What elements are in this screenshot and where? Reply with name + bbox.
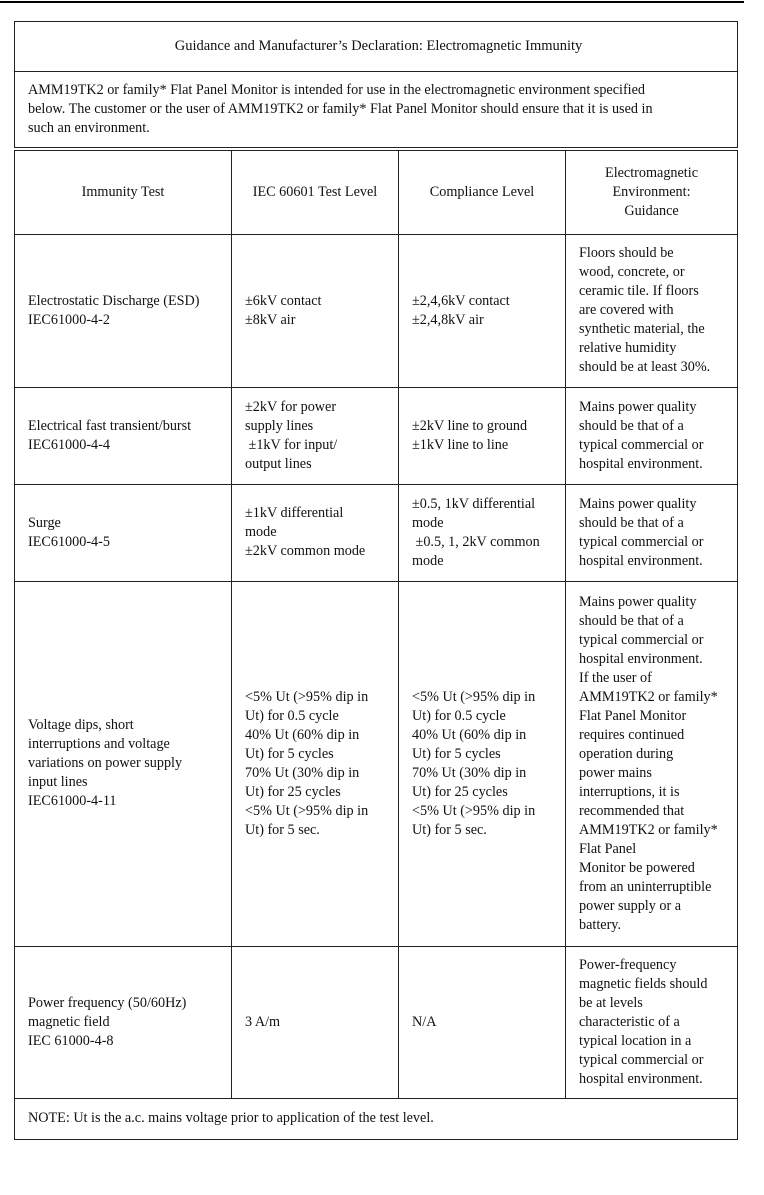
cell-line: Flat Panel Monitor <box>579 707 687 724</box>
intro-line: below. The customer or the user of AMM19TK2 or family* Flat Panel Monitor should ensure that it is used in <box>28 101 653 117</box>
cell-line: supply lines <box>245 417 314 434</box>
cell-line: IEC61000-4-11 <box>28 793 117 809</box>
cell-line: output lines <box>245 455 312 472</box>
cell-line: N/A <box>412 1013 437 1030</box>
table-row <box>15 484 738 581</box>
cell-line: AMM19TK2 or family* <box>579 688 718 705</box>
cell-line: be at levels <box>579 994 643 1011</box>
guidance-cell <box>566 946 738 1098</box>
cell-line: synthetic material, the <box>579 321 705 337</box>
cell-line: should be that of a <box>579 514 684 531</box>
iec-level-cell <box>232 484 399 581</box>
iec-level-cell <box>232 946 399 1098</box>
table-note: NOTE: Ut is the a.c. mains voltage prior to application of the test level. <box>15 1098 738 1139</box>
cell-line: are covered with <box>579 302 674 318</box>
cell-line: characteristic of a <box>579 1013 680 1030</box>
cell-line: ±0.5, 1, 2kV common <box>412 533 540 550</box>
intro-line: AMM19TK2 or family* Flat Panel Monitor is intended for use in the electromagnetic environment specified <box>28 82 646 98</box>
cell-line: IEC61000-4-5 <box>28 533 110 550</box>
iec-level-cell <box>232 234 399 387</box>
cell-line: hospital environment. <box>579 650 703 667</box>
cell-line: ±0.5, 1kV differential <box>412 495 536 512</box>
cell-line: ±1kV differential <box>245 505 344 521</box>
cell-line: should be at least 30%. <box>579 359 711 375</box>
guidance-cell <box>566 581 738 946</box>
cell-line: hospital environment. <box>579 1070 703 1087</box>
cell-line: typical commercial or <box>579 631 704 648</box>
cell-line: Mains power quality <box>579 593 697 610</box>
cell-line: <5% Ut (>95% dip in <box>412 688 536 705</box>
cell-line: Electrostatic Discharge (ESD) <box>28 292 200 309</box>
iec-level-cell <box>232 387 399 484</box>
cell-line: <5% Ut (>95% dip in <box>245 688 369 705</box>
cell-line: Ut) for 5 cycles <box>245 745 334 762</box>
cell-line: mode <box>412 552 444 569</box>
cell-line: wood, concrete, or <box>579 264 685 280</box>
cell-line: ±6kV contact <box>245 292 322 309</box>
cell-line: Ut) for 5 sec. <box>412 821 487 838</box>
cell-line: Flat Panel <box>579 840 637 857</box>
cell-line: Ut) for 0.5 cycle <box>412 707 506 724</box>
note-row <box>15 1098 738 1139</box>
cell-line: 70% Ut (30% dip in <box>245 764 360 781</box>
cell-line: power supply or a <box>579 897 682 914</box>
cell-line: requires continued <box>579 726 685 743</box>
cell-line: 40% Ut (60% dip in <box>412 726 527 743</box>
iec-level-cell <box>232 581 399 946</box>
intro-text <box>15 72 738 150</box>
cell-line: typical location in a <box>579 1032 692 1049</box>
cell-line: battery. <box>579 916 622 933</box>
cell-line: IEC 61000-4-8 <box>28 1032 114 1049</box>
header-iec-level: IEC 60601 Test Level <box>232 149 399 234</box>
cell-line: Floors should be <box>579 245 674 261</box>
cell-line: interruptions, it is <box>579 783 680 800</box>
cell-line: Ut) for 0.5 cycle <box>245 707 339 724</box>
cell-line: ±2kV line to ground <box>412 417 528 434</box>
table-row <box>15 234 738 387</box>
immunity-declaration-table <box>14 21 738 1140</box>
header-line: Guidance <box>624 202 679 219</box>
cell-line: operation during <box>579 745 674 762</box>
table-row <box>15 581 738 946</box>
guidance-cell <box>566 484 738 581</box>
header-line: Electromagnetic <box>605 164 698 181</box>
cell-line: If the user of <box>579 669 652 686</box>
immunity-test-cell <box>15 581 232 946</box>
table-row <box>15 387 738 484</box>
guidance-cell <box>566 234 738 387</box>
cell-line: Mains power quality <box>579 398 697 415</box>
cell-line: ±2,4,6kV contact <box>412 292 510 309</box>
cell-line: hospital environment. <box>579 455 703 472</box>
guidance-cell <box>566 387 738 484</box>
cell-line: ±2kV for power <box>245 398 337 415</box>
top-rule <box>0 1 744 3</box>
cell-line: Surge <box>28 514 61 531</box>
cell-line: IEC61000-4-2 <box>28 311 110 328</box>
cell-line: Monitor be powered <box>579 859 695 876</box>
immunity-test-cell <box>15 484 232 581</box>
table-title: Guidance and Manufacturer’s Declaration: Electromagnetic Immunity <box>15 22 738 72</box>
cell-line: 70% Ut (30% dip in <box>412 764 527 781</box>
compliance-level-cell <box>399 387 566 484</box>
cell-line: Ut) for 25 cycles <box>245 783 341 800</box>
immunity-test-cell <box>15 387 232 484</box>
compliance-level-cell <box>399 581 566 946</box>
cell-line: typical commercial or <box>579 436 704 453</box>
compliance-level-cell <box>399 234 566 387</box>
cell-line: IEC61000-4-4 <box>28 436 110 453</box>
cell-line: Voltage dips, short <box>28 717 134 733</box>
compliance-level-cell <box>399 946 566 1098</box>
header-immunity-test: Immunity Test <box>15 149 232 234</box>
cell-line: Power-frequency <box>579 956 677 973</box>
cell-line: Ut) for 25 cycles <box>412 783 508 800</box>
cell-line: relative humidity <box>579 340 677 356</box>
cell-line: hospital environment. <box>579 552 703 569</box>
compliance-level-cell <box>399 484 566 581</box>
cell-line: Mains power quality <box>579 495 697 512</box>
cell-line: variations on power supply <box>28 755 183 771</box>
cell-line: should be that of a <box>579 612 684 629</box>
cell-line: AMM19TK2 or family* <box>579 821 718 838</box>
header-compliance-level: Compliance Level <box>399 149 566 234</box>
cell-line: recommended that <box>579 802 685 819</box>
intro-line: such an environment. <box>28 120 150 136</box>
cell-line: <5% Ut (>95% dip in <box>245 802 369 819</box>
cell-line: interruptions and voltage <box>28 736 170 752</box>
cell-line: <5% Ut (>95% dip in <box>412 802 536 819</box>
cell-line: mode <box>245 524 277 540</box>
immunity-test-cell <box>15 234 232 387</box>
cell-line: mode <box>412 514 444 531</box>
title-row <box>15 22 738 72</box>
cell-line: typical commercial or <box>579 1051 704 1068</box>
cell-line: input lines <box>28 774 88 790</box>
cell-line: 3 A/m <box>245 1013 281 1030</box>
cell-line: ±2,4,8kV air <box>412 311 484 328</box>
cell-line: should be that of a <box>579 417 684 434</box>
cell-line: Ut) for 5 sec. <box>245 821 320 838</box>
header-row <box>15 149 738 234</box>
intro-row <box>15 72 738 150</box>
cell-line: magnetic field <box>28 1013 110 1030</box>
cell-line: magnetic fields should <box>579 975 708 992</box>
cell-line: ceramic tile. If floors <box>579 283 699 299</box>
cell-line: ±8kV air <box>245 311 296 328</box>
cell-line: power mains <box>579 764 652 781</box>
immunity-test-cell <box>15 946 232 1098</box>
cell-line: Power frequency (50/60Hz) <box>28 994 187 1011</box>
cell-line: Ut) for 5 cycles <box>412 745 501 762</box>
header-environment <box>566 149 738 234</box>
cell-line: ±2kV common mode <box>245 543 366 559</box>
cell-line: Electrical fast transient/burst <box>28 417 192 434</box>
header-line: Environment: <box>612 183 691 200</box>
table-row <box>15 946 738 1098</box>
cell-line: from an uninterruptible <box>579 878 712 895</box>
cell-line: typical commercial or <box>579 533 704 550</box>
cell-line: ±1kV for input/ <box>245 436 338 453</box>
cell-line: 40% Ut (60% dip in <box>245 726 360 743</box>
cell-line: ±1kV line to line <box>412 436 509 453</box>
